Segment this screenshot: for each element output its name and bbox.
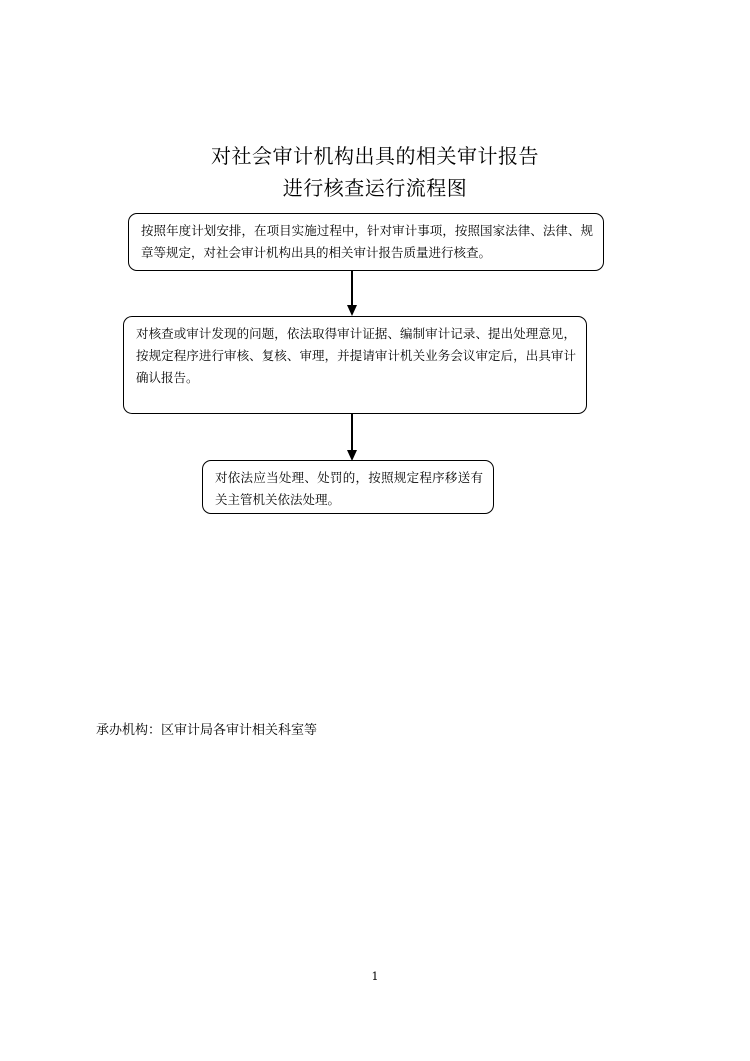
flow-arrow-1-line [351, 271, 353, 305]
diagram-title-line-2: 进行核查运行流程图 [282, 176, 468, 200]
diagram-title-line-1: 对社会审计机构出具的相关审计报告 [211, 144, 539, 168]
page-number: 1 [371, 970, 379, 983]
flow-step-2-text: 对核查或审计发现的问题，依法取得审计证据、编制审计记录、提出处理意见，按规定程序进行审核、复核、审理，并提请审计机关业务会议审定后，出具审计确认报告。 [136, 326, 576, 385]
flow-step-3-text: 对依法应当处理、处罚的，按照规定程序移送有关主管机关依法处理。 [215, 470, 483, 507]
flow-arrow-1-head [347, 305, 357, 316]
responsible-organization: 承办机构：区审计局各审计相关科室等 [96, 723, 318, 738]
flow-step-3-box [202, 460, 494, 514]
flow-step-2-box [123, 316, 587, 414]
flow-step-1-text: 按照年度计划安排，在项目实施过程中，针对审计事项，按照国家法律、法律、规章等规定，对社会审计机构出具的相关审计报告质量进行核查。 [141, 223, 593, 260]
flow-step-1-box [128, 213, 604, 271]
flow-arrow-2-line [351, 414, 353, 451]
